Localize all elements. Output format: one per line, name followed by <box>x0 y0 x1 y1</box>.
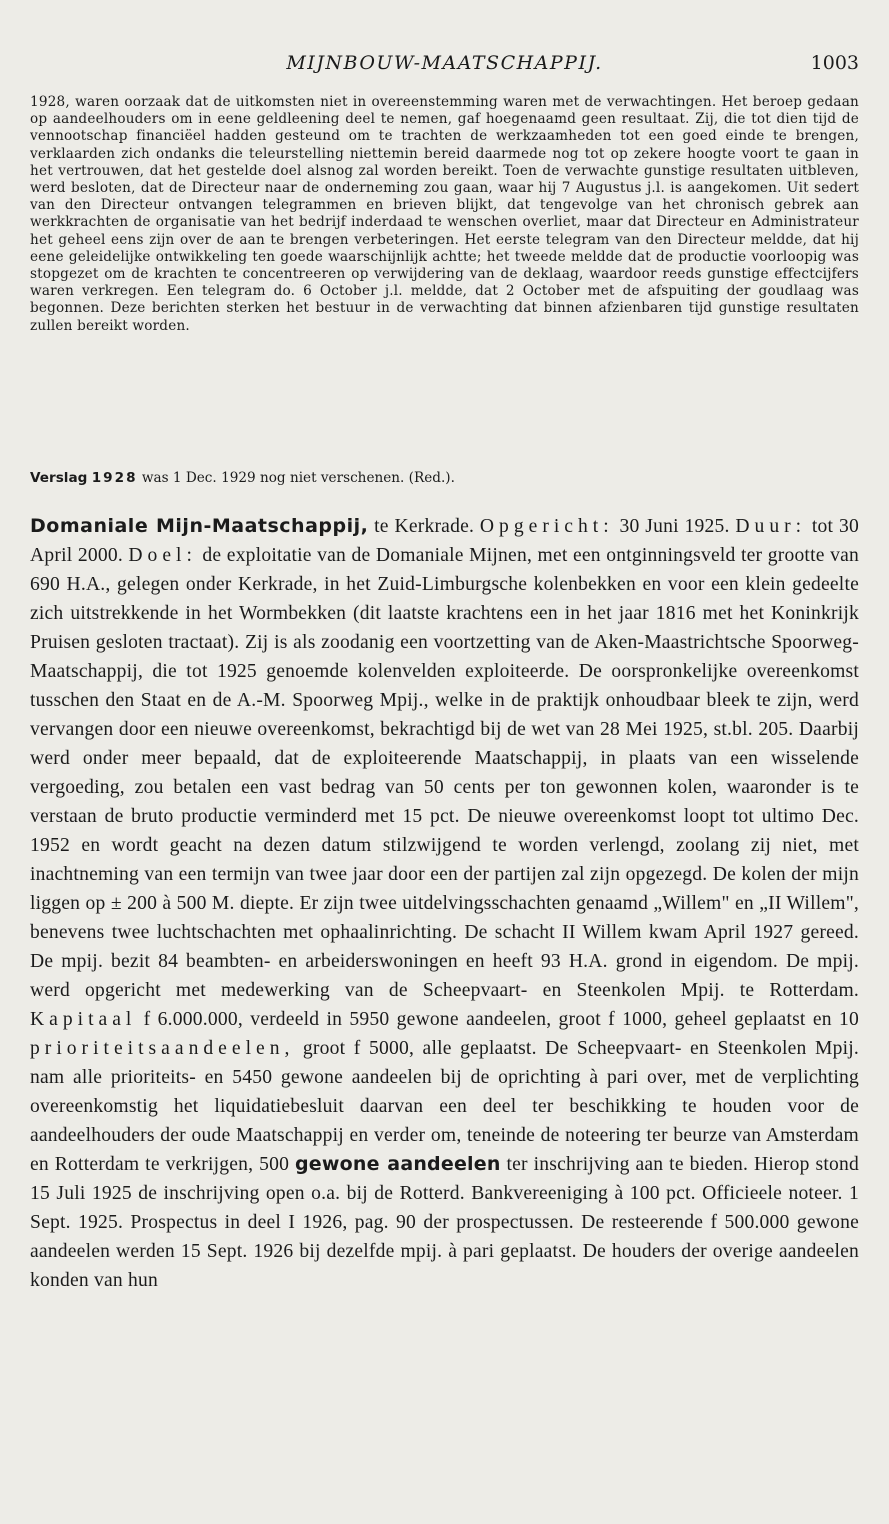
company-location: te Kerkrade. <box>374 516 475 537</box>
doel-label: Doel: <box>128 545 197 566</box>
duur-value: tot 30 April 2000. <box>30 516 859 566</box>
kapitaal-text-3: ter inschrijving aan te bieden. Hierop stond 15 Juli 1925 de inschrijving open o.a. bij de Rotterd. Bankvereeniging à 100 pct. Officieele noteer. 1 Sept. 1925. Prospectus in deel I 1926, pag. 90 der prospectussen. De resteerende f 500.000 gewone aandeelen werden 15 Sept. 1926 bij dezelfde mpij. à pari geplaatst. De houders der overige aandeelen konden van hun <box>30 1154 859 1291</box>
note-year: 1928 <box>91 470 138 486</box>
opgericht-value: 30 Juni 1925. <box>619 516 730 537</box>
opgericht-label: Opgericht: <box>479 516 614 537</box>
entry-paragraph <box>30 512 859 1295</box>
previous-entry-paragraph: 1928, waren oorzaak dat de uitkomsten niet in overeenstemming waren met de verwachtingen. Het beroep gedaan op aandeelhouders om in eene geldleening deel te nemen, gaf hoegenaamd geen resultaat. Zij, die tot dien tijd de vennootschap financiëel hadden gesteund om te trachten de werkzaamheden tot een goed einde te brengen, verklaarden zich ondanks die teleurstelling niettemin bereid daarmede nog tot op zekere hoogte voort te gaan in het vertrouwen, dat het gestelde doel alsnog zal worden bereikt. Toen de verwachte gunstige resultaten uitbleven, werd besloten, dat de Directeur naar de onderneming zou gaan, waar hij 7 Augustus j.l. is aangekomen. Uit sedert van den Directeur ontvangen telegrammen en brieven blijkt, dat tengevolge van het chronisch gebrek aan werkkrachten de organisatie van het bedrijf inderdaad te wenschen overliet, maar dat Directeur en Administrateur het geheel eens zijn over de aan te brengen verbeteringen. Het eerste telegram van den Directeur meldde, dat hij eene geleidelijke ontwikkeling ten goede waarschijnlijk achtte; het tweede meldde dat de productie voorloopig was stopgezet om de krachten te concentreeren op verwijdering van de deklaag, waardoor reeds gunstige effectcijfers waren verkregen. Een telegram do. 6 October j.l. meldde, dat 2 October met de afspuiting der goudlaag was begonnen. Deze berichten sterken het bestuur in de verwachting dat binnen afzienbaren tijd gunstige resultaten zullen bereikt worden. <box>30 94 859 334</box>
editorial-note <box>30 470 859 486</box>
previous-entry-block <box>30 94 859 335</box>
running-title: MIJNBOUW-MAATSCHAPPIJ. <box>286 52 603 74</box>
duur-label: Duur: <box>735 516 807 537</box>
kapitaal-label: Kapitaal <box>30 1009 137 1030</box>
note-label: Verslag <box>30 470 88 486</box>
kapitaal-text-1: f 6.000.000, verdeeld in 5950 gewone aandeelen, groot f 1000, geheel geplaatst en 10 <box>143 1009 859 1030</box>
page-number: 1003 <box>810 52 859 74</box>
kapitaal-text-2: groot f 5000, alle geplaatst. De Scheepvaart- en Steenkolen Mpij. nam alle prioriteits- en 5450 gewone aandeelen bij de oprichting à pari over, met de verplichting overeenkomstig het liquidatiebesluit daarvan een deel ter beschikking te houden voor de aandeelhouders der oude Maatschappij en verder om, teneinde de noteering ter beurze van Amsterdam en Rotterdam te verkrijgen, 500 <box>30 1038 859 1175</box>
doel-text: de exploitatie van de Domaniale Mijnen, met een ontginningsveld ter grootte van 690 H.A., gelegen onder Kerkrade, in het Zuid-Limburgsche kolenbekken en voor een klein gedeelte zich uitstrekkende in het Wormbekken (dit laatste krachtens een in het jaar 1816 met het Koninkrijk Pruisen gesloten tractaat). Zij is als zoodanig een voortzetting van de Aken-Maastrichtsche Spoorweg-Maatschappij, die tot 1925 genoemde kolenvelden exploiteerde. De oorspronkelijke overeenkomst tusschen den Staat en de A.-M. Spoorweg Mpij., welke in de praktijk onhoudbaar bleek te zijn, werd vervangen door een nieuwe overeenkomst, bekrachtigd bij de wet van 28 Mei 1925, st.bl. 205. Daarbij werd onder meer bepaald, dat de exploiteerende Maatschappij, in plaats van een wisselende vergoeding, zou betalen een vast bedrag van 50 cents per ton gewonnen kolen, waaronder is te verstaan de bruto productie verminderd met 15 pct. De nieuwe overeenkomst loopt tot ultimo Dec. 1952 en wordt geacht na dezen datum stilzwijgend te worden verlengd, zoolang zij niet, met inachtneming van een termijn van twee jaar door een der partijen zal zijn opgezegd. De kolen der mijn liggen op ± 200 à 500 M. diepte. Er zijn twee uitdelvingsschachten genaamd „Willem" en „II Willem", benevens twee luchtschachten met ophaalinrichting. De schacht II Willem kwam April 1927 gereed. De mpij. bezit 84 beambten- en arbeiderswoningen en heeft 93 H.A. grond in eigendom. De mpij. werd opgericht met medewerking van de Scheepvaart- en Steenkolen Mpij. te Rotterdam. <box>30 545 859 1001</box>
gewone-aandeelen-label: gewone aandeelen <box>294 1153 501 1175</box>
prioriteit-label: prioriteitsaandeelen, <box>30 1038 295 1059</box>
company-name: Domaniale Mijn-Maatschappij, <box>30 515 369 537</box>
company-entry <box>30 512 859 1295</box>
note-text: was 1 Dec. 1929 nog niet verschenen. (Red.). <box>141 470 455 486</box>
running-head <box>30 52 859 82</box>
